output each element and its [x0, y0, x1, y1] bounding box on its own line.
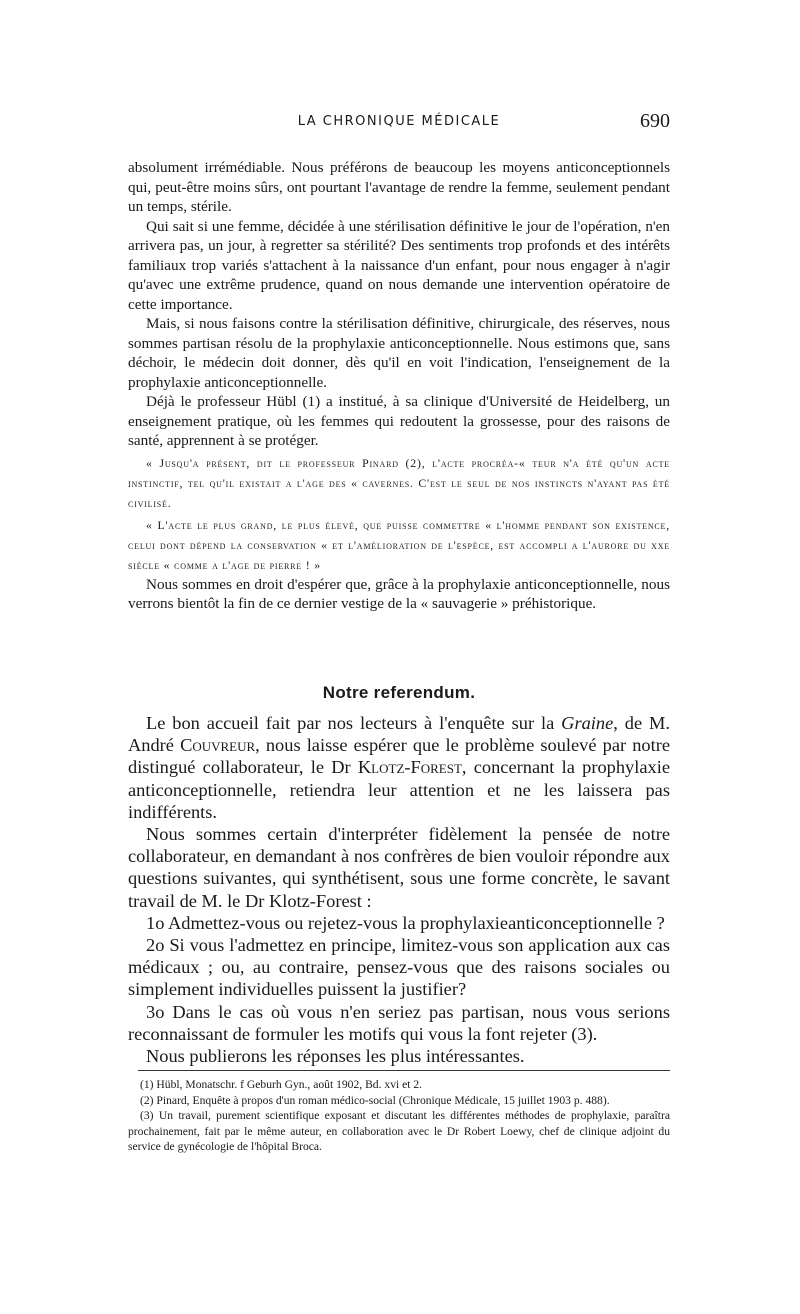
- section-referendum-text: [128, 712, 670, 1067]
- footnote-rule: [138, 1070, 670, 1071]
- section-sterilisation-text: [128, 158, 670, 614]
- question-3: 3o Dans le cas où vous n'en seriez pas partisan, nous vous serions reconnaissant de formuler les motifs qui vous la font rejeter (3).: [128, 1001, 670, 1044]
- paragraph: Mais, si nous faisons contre la stérilisation définitive, chirurgicale, des réserves, nous sommes partisan résolu de la prophylaxie anticonceptionnelle. Nous estimons que, sans déchoir, le médecin doit donner, dès qu'il en voit l'indication, l'enseignement de la prophylaxie anticonceptionnelle.: [128, 315, 670, 391]
- paragraph: Nous publierons les réponses les plus intéressantes.: [146, 1046, 525, 1067]
- author-name: Klotz-Forest: [357, 757, 462, 778]
- quotation: « L'acte le plus grand, le plus élevé, que puisse commettre « l'homme pendant son existence, celui dont dépend la conservation « et l'amélioration de l'espèce, est accompli a l'aurore du xxe siècle « comme a l'age de pierre ! »: [128, 517, 670, 572]
- journal-title: Graine: [561, 713, 614, 733]
- text-run: Le bon accueil fait par nos lecteurs à l'enquête sur la: [146, 713, 555, 733]
- author-name: Couvreur: [180, 735, 256, 756]
- question-1: 1o Admettez-vous ou rejetez-vous la prophylaxieanticonceptionnelle ?: [146, 912, 665, 933]
- footnote-1: (1) Hübl, Monatschr. f Geburh Gyn., août 1902, Bd. xvi et 2.: [140, 1078, 423, 1091]
- quotation: « Jusqu'a présent, dit le professeur Pinard (2), l'acte procréa-« teur n'a été qu'un acte instinctif, tel qu'il existait a l'age des « cavernes. C'est le seul de nos instincts n'ayant pas été civilisé.: [128, 455, 670, 510]
- footnote-2: (2) Pinard, Enquête à propos d'un roman médico-social (Chronique Médicale, 15 juillet 1903 p. 488).: [140, 1093, 610, 1107]
- paragraph: Nous sommes en droit d'espérer que, grâce à la prophylaxie anticonceptionnelle, nous verrons bientôt la fin de ce dernier vestige de la « sauvagerie » préhistorique.: [128, 575, 670, 612]
- paragraph: Nous sommes certain d'interpréter fidèlement la pensée de notre collaborateur, en demandant à nos confrères de bien vouloir répondre aux questions suivantes, qui synthétisent, sous une forme concrète, le savant travail de M. le Dr Klotz-Forest :: [128, 824, 670, 911]
- text-run: , concernant la prophylaxie anticonceptionnelle, retiendra leur attention et ne les laissera pas indifférents.: [128, 757, 670, 822]
- page-number: 690: [640, 110, 670, 132]
- paragraph: Qui sait si une femme, décidée à une stérilisation définitive le jour de l'opération, n'en arrivera pas, un jour, à regretter sa stérilité? Des sentiments trop profonds et des intérêts familiaux trop variés s'attachent à la naissance d'un enfant, pour nous engager à n'agir qu'avec une extrême prudence, quand on nous demande une intervention opératoire de cette importance.: [128, 217, 670, 313]
- running-title: LA CHRONIQUE MÉDICALE: [297, 114, 501, 129]
- question-2: 2o Si vous l'admettez en principe, limitez-vous son application aux cas médicaux ; ou, au contraire, pensez-vous que des raisons sociales ou simplement individuelles puissent la justifier?: [128, 935, 670, 1000]
- paragraph: Déjà le professeur Hübl (1) a institué, à sa clinique d'Université de Heidelberg, un enseignement pratique, où les femmes qui redoutent la grossesse, pour des raisons de santé, apprennent à se protéger.: [128, 393, 670, 449]
- footnotes: [128, 1077, 670, 1155]
- title-abbrev: Dr: [331, 757, 351, 778]
- section-heading: Notre referendum.: [322, 683, 476, 702]
- paragraph: absolument irrémédiable. Nous préférons de beaucoup les moyens anticonceptionnels qui, peut-être moins sûrs, ont pourtant l'avantage de rendre la femme, seulement pendant un temps, stérile.: [128, 159, 670, 215]
- running-head: [128, 110, 670, 136]
- paragraph: [128, 712, 670, 823]
- text-run: , nous laisse espérer que le problème soulevé par notre distingué collaborateur, le: [128, 735, 670, 778]
- footnote-3: (3) Un travail, purement scientifique exposant et discutant les différentes méthodes de prophylaxie, paraîtra prochainement, fait par le même auteur, en collaboration avec le Dr Robert Loewy, chef de clinique adjoint du service de gynécologie de l'hôpital Broca.: [128, 1109, 670, 1153]
- text-run: , de M. André: [128, 713, 670, 756]
